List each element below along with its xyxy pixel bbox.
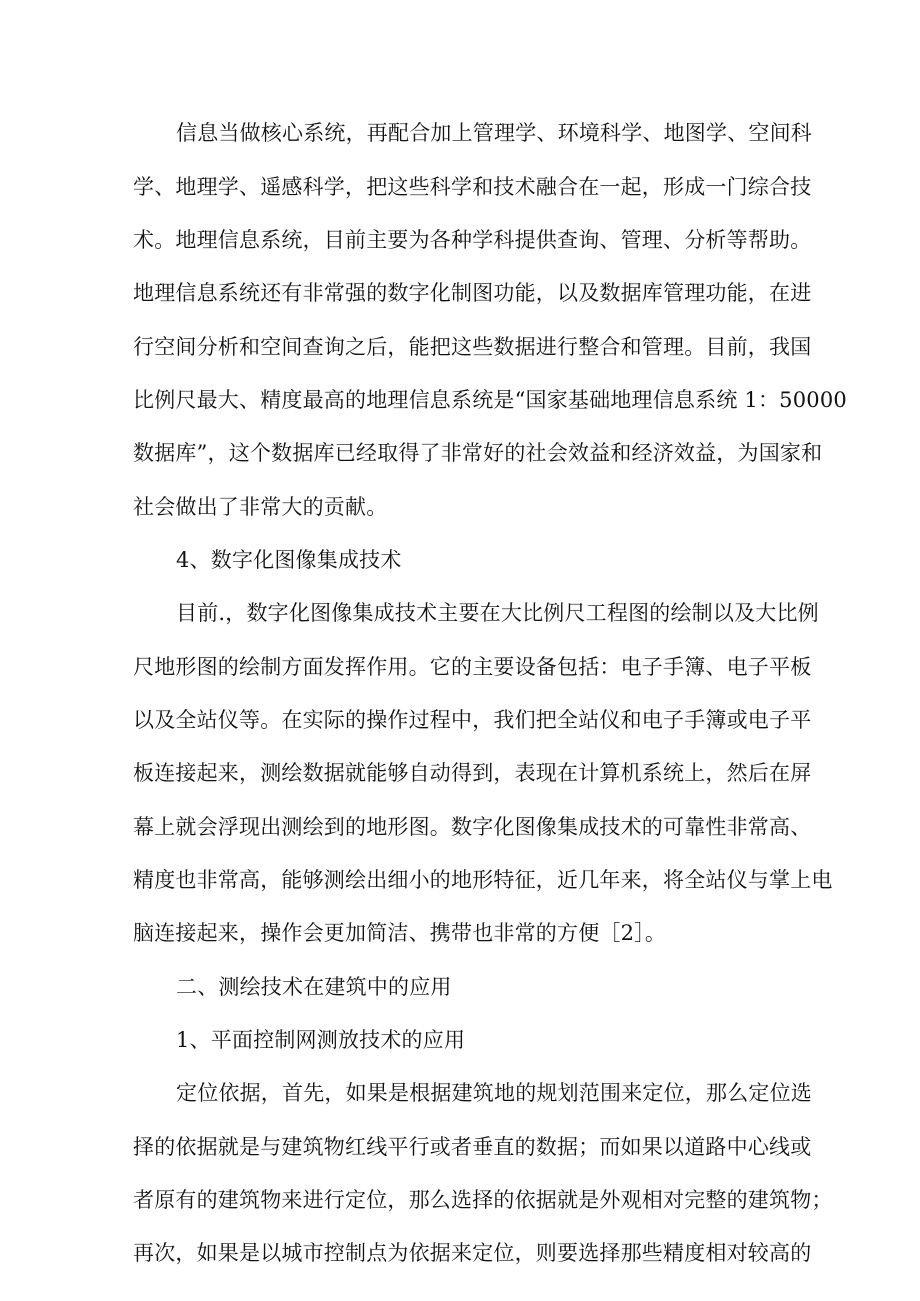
subsection-heading-control-network: 1、平面控制网测放技术的应用 — [176, 1028, 466, 1052]
paragraph-line: 数据库”，这个数据库已经取得了非常好的社会效益和经济效益，为国家和 — [133, 441, 823, 465]
paragraph-line: 以及全站仪等。在实际的操作过程中，我们把全站仪和电子手簿或电子平 — [133, 708, 812, 732]
paragraph-line: 板连接起来，测绘数据就能够自动得到，表现在计算机系统上，然后在屏 — [133, 761, 812, 785]
paragraph-line: 脑连接起来，操作会更加简洁、携带也非常的方便［2］。 — [133, 921, 667, 945]
section-heading-digital-image-integration: 4、数字化图像集成技术 — [176, 548, 402, 572]
paragraph-line: 择的依据就是与建筑物红线平行或者垂直的数据；而如果以道路中心线或 — [133, 1135, 812, 1159]
paragraph-line: 术。地理信息系统，目前主要为各种学科提供查询、管理、分析等帮助。 — [133, 228, 812, 252]
paragraph-line: 尺地形图的绘制方面发挥作用。它的主要设备包括：电子手簿、电子平板 — [133, 655, 812, 679]
paragraph-line: 者原有的建筑物来进行定位，那么选择的依据就是外观相对完整的建筑物； — [133, 1188, 833, 1212]
paragraph-line: 幕上就会浮现出测绘到的地形图。数字化图像集成技术的可靠性非常高、 — [133, 815, 812, 839]
paragraph-line: 再次，如果是以城市控制点为依据来定位，则要选择那些精度相对较高的 — [133, 1241, 812, 1265]
paragraph-line: 信息当做核心系统，再配合加上管理学、环境科学、地图学、空间科 — [176, 121, 812, 145]
paragraph-line: 定位依据，首先，如果是根据建筑地的规划范围来定位，那么定位选 — [176, 1081, 812, 1105]
paragraph-line: 学、地理学、遥感科学，把这些科学和技术融合在一起，形成一门综合技 — [133, 175, 812, 199]
paragraph-line: 精度也非常高，能够测绘出细小的地形特征，近几年来，将全站仪与掌上电 — [133, 868, 833, 892]
paragraph-line: 比例尺最大、精度最高的地理信息系统是“国家基础地理信息系统 1：50000 — [133, 388, 847, 412]
paragraph-line: 社会做出了非常大的贡献。 — [133, 495, 388, 519]
paragraph-line: 地理信息系统还有非常强的数字化制图功能，以及数据库管理功能，在进 — [133, 281, 812, 305]
section-heading-application: 二、测绘技术在建筑中的应用 — [176, 975, 452, 999]
paragraph-line: 目前.，数字化图像集成技术主要在大比例尺工程图的绘制以及大比例 — [176, 601, 819, 625]
paragraph-line: 行空间分析和空间查询之后，能把这些数据进行整合和管理。目前，我国 — [133, 335, 812, 359]
